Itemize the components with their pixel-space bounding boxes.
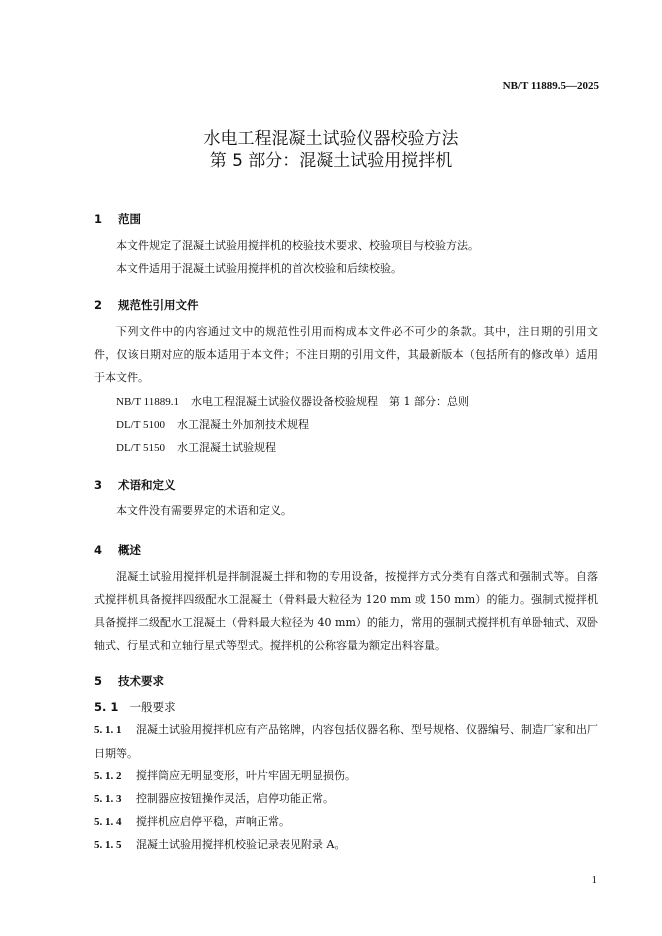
section-4-heading	[94, 542, 141, 558]
clause-5-1-3	[94, 787, 598, 811]
reference-code: DL/T 5100	[116, 419, 165, 431]
page-number: 1	[591, 874, 597, 886]
normative-reference-2	[116, 416, 309, 432]
section-5-heading	[94, 673, 164, 689]
section-2-heading	[94, 297, 199, 313]
section-number: 3	[94, 478, 103, 492]
section-number: 2	[94, 298, 103, 312]
subsection-5-1-heading	[94, 699, 176, 715]
clause-5-1-4	[94, 810, 598, 834]
section-3-paragraph-1: 本文件没有需要界定的术语和定义。	[116, 504, 292, 517]
reference-code: NB/T 11889.1	[116, 396, 179, 408]
document-title-line1: 水电工程混凝土试验仪器校验方法	[203, 129, 459, 149]
section-number: 5	[94, 674, 103, 688]
section-title: 技术要求	[118, 674, 165, 688]
section-4-paragraph-1: 混凝土试验用搅拌机是拌制混凝土拌和物的专用设备，按搅拌方式分类有自落式和强制式等。自落式搅拌机具备搅拌四级配水工混凝土（骨料最大粒径为 120 mm 或 150 mm）的能力。强制式搅拌机具备搅拌二级配水工混凝土（骨料最大粒径为 40 mm）的能力，常用的强制式搅拌机有单卧轴式、双卧轴式、行星式和立轴行星式等型式。搅拌机的公称容量为额定出料容量。	[94, 570, 598, 652]
section-title: 术语和定义	[118, 478, 176, 492]
clause-5-1-1	[94, 718, 598, 765]
section-2-paragraph-1: 下列文件中的内容通过文中的规范性引用而构成本文件必不可少的条款。其中，注日期的引用文件，仅该日期对应的版本适用于本文件；不注日期的引用文件，其最新版本（包括所有的修改单）适用于本文件。	[94, 325, 598, 384]
clause-text: 混凝土试验用搅拌机校验记录表见附录 A。	[136, 838, 346, 851]
standard-code: NB/T 11889.5—2025	[502, 80, 599, 92]
normative-reference-3	[116, 439, 276, 455]
section-number: 4	[94, 543, 103, 557]
clause-5-1-2	[94, 764, 598, 788]
section-number: 1	[94, 212, 103, 226]
section-1-paragraph-2: 本文件适用于混凝土试验用搅拌机的首次校验和后续校验。	[116, 262, 402, 275]
section-title: 规范性引用文件	[118, 298, 199, 312]
clause-number: 5. 1. 1	[94, 724, 122, 736]
document-title-line2: 第 5 部分：混凝土试验用搅拌机	[209, 151, 453, 171]
normative-reference-1	[116, 393, 469, 409]
section-1-heading	[94, 211, 141, 227]
clause-text: 搅拌机应启停平稳，声响正常。	[136, 815, 290, 828]
section-title: 概述	[118, 543, 142, 557]
section-1-paragraph-1: 本文件规定了混凝土试验用搅拌机的校验技术要求、校验项目与校验方法。	[116, 239, 479, 252]
reference-title: 水工混凝土外加剂技术规程	[177, 418, 309, 431]
clause-5-1-5	[94, 833, 598, 857]
clause-number: 5. 1. 5	[94, 839, 122, 851]
reference-title: 水工混凝土试验规程	[177, 441, 276, 454]
clause-text: 搅拌筒应无明显变形，叶片牢固无明显损伤。	[136, 769, 356, 782]
section-3-heading	[94, 477, 176, 493]
subsection-number: 5. 1	[94, 700, 119, 714]
clause-number: 5. 1. 3	[94, 793, 122, 805]
section-title: 范围	[118, 212, 142, 226]
clause-number: 5. 1. 2	[94, 770, 122, 782]
reference-code: DL/T 5150	[116, 442, 165, 454]
subsection-title: 一般要求	[129, 700, 176, 714]
clause-text: 控制器应按钮操作灵活，启停功能正常。	[136, 792, 334, 805]
clause-number: 5. 1. 4	[94, 816, 122, 828]
clause-text: 混凝土试验用搅拌机应有产品铭牌，内容包括仪器名称、型号规格、仪器编号、制造厂家和出厂日期等。	[94, 723, 598, 760]
reference-title: 水电工程混凝土试验仪器设备校验规程 第 1 部分：总则	[190, 395, 469, 408]
